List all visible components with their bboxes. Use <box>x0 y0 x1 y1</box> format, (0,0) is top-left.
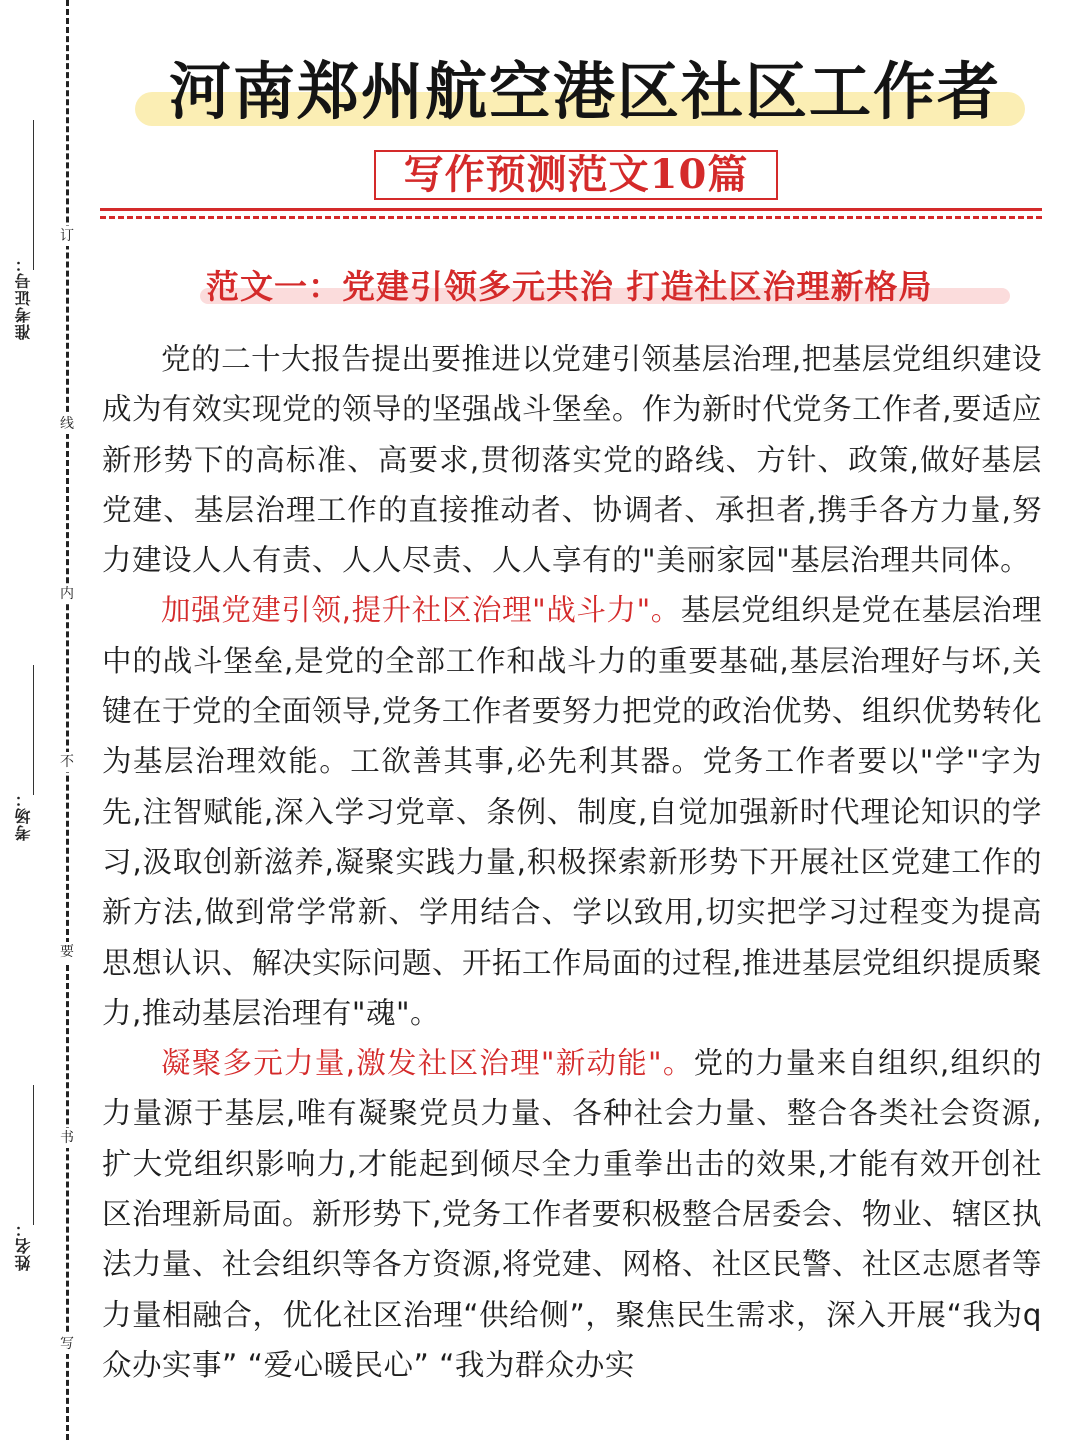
binding-dashed-line <box>66 0 69 1440</box>
exam-room-line <box>33 665 34 795</box>
paragraph-lead: 加强党建引领,提升社区治理"战斗力"。 <box>161 593 681 628</box>
paragraph-text: 党的力量来自组织,组织的力量源于基层,唯有凝聚党员力量、各种社会力量、整合各类社会资源,扩大党组织影响力,才能起到倾尽全力重拳出击的效果,才能有效开创社区治理新局面。新形势下,党务工作者要积极整合居委会、物业、辖区执法力量、社会组织等各方资源,将党建、网格、社区民警、社区志愿者等力量相融合，优化社区治理“供给侧”，聚焦民生需求，深入开展“我为q众办实事” “爱心暖民心” “我为群众办实 <box>102 1046 1042 1382</box>
exam-room-label: 考场： <box>14 790 33 841</box>
paragraph-text: 基层党组织是党在基层治理中的战斗堡垒,是党的全部工作和战斗力的重要基础,基层治理好与坏,关键在于党的全面领导,党务工作者要努力把党的政治优势、组织优势转化为基层治理效能。工欲善其事,必先利其器。党务工作者要以"学"字为先,注智赋能,深入学习党章、条例、制度,自觉加强新时代理论知识的学习,汲取创新滋养,凝聚实践力量,积极探索新形势下开展社区党建工作的新方法,做到常学常新、学用结合、学以致用,切实把学习过程变为提高思想认识、解决实际问题、开拓工作局面的过程,推进基层党组织提质聚力,推动基层治理有"魂"。 <box>102 593 1042 1030</box>
name-line <box>33 1085 34 1225</box>
section-title: 范文一：党建引领多元共治 打造社区治理新格局 <box>206 267 933 306</box>
binding-mark: 书 <box>60 1130 74 1146</box>
header-divider-solid <box>100 208 1042 211</box>
section-heading <box>200 262 1015 312</box>
binding-mark: 线 <box>60 416 74 432</box>
name-label: 姓名： <box>14 1220 33 1271</box>
paragraph <box>102 334 1042 585</box>
binding-mark: 内 <box>60 586 74 602</box>
paragraph-lead: 凝聚多元力量,激发社区治理"新动能"。 <box>161 1046 694 1081</box>
exam-id-line <box>33 120 34 270</box>
binding-mark: 不 <box>60 754 74 770</box>
binding-mark: 写 <box>60 1336 74 1352</box>
article-body <box>102 334 1042 1440</box>
header-divider-dashed <box>100 216 1042 219</box>
paragraph <box>102 585 1042 1038</box>
binding-mark: 订 <box>60 228 74 244</box>
page-subtitle: 写作预测范文10篇 <box>403 151 749 198</box>
title-block <box>135 50 1035 140</box>
binding-mark: 要 <box>60 944 74 960</box>
paragraph-text: 党的二十大报告提出要推进以党建引领基层治理,把基层党组织建设成为有效实现党的领导的坚强战斗堡垒。作为新时代党务工作者,要适应新形势下的高标准、高要求,贯彻落实党的路线、方针、政策,做好基层党建、基层治理工作的直接推动者、协调者、承担者,携手各方力量,努力建设人人有责、人人尽责、人人享有的"美丽家园"基层治理共同体。 <box>102 342 1042 578</box>
binding-margin <box>0 0 95 1440</box>
page-title: 河南郑州航空港区社区工作者 <box>168 55 1001 128</box>
subtitle-box <box>374 150 778 200</box>
exam-id-label: 准考证号： <box>14 255 33 340</box>
paragraph <box>102 1038 1042 1390</box>
